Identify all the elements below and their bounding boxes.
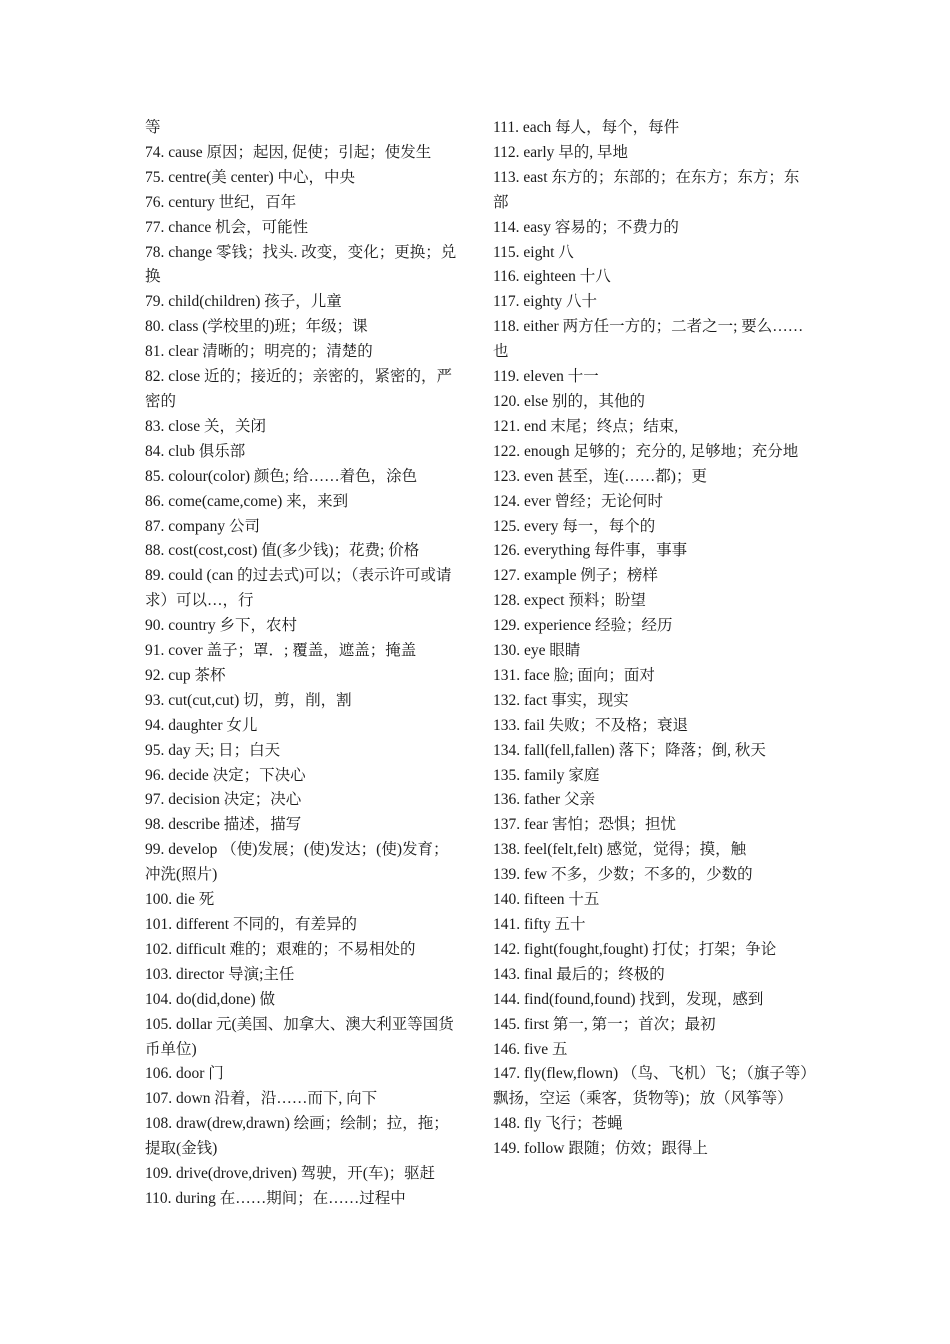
vocabulary-entry: 96. decide 决定；下决心 xyxy=(145,766,306,784)
vocabulary-entry: 140. fifteen 十五 xyxy=(493,891,600,909)
vocabulary-entry: 79. child(children) 孩子，儿童 xyxy=(145,293,342,311)
vocabulary-entry: 131. face 脸; 面向；面对 xyxy=(493,666,655,684)
vocabulary-entry: 76. century 世纪，百年 xyxy=(145,193,297,211)
vocabulary-entry: 97. decision 决定；决心 xyxy=(145,791,302,809)
vocabulary-entry: 106. door 门 xyxy=(145,1065,224,1083)
vocabulary-entry: 143. final 最后的；终极的 xyxy=(493,965,665,983)
vocabulary-entry: 110. during 在……期间；在……过程中 xyxy=(145,1189,406,1207)
vocabulary-entry: 112. early 早的, 早地 xyxy=(493,143,629,161)
vocabulary-entry: 109. drive(drove,driven) 驾驶，开(车)；驱赶 xyxy=(145,1165,436,1183)
vocabulary-entry: 134. fall(fell,fallen) 落下；降落；倒, 秋天 xyxy=(493,741,766,759)
vocabulary-entry: 103. director 导演;主任 xyxy=(145,965,295,983)
vocabulary-entry: 99. develop （使)发展；(使)发达；(使)发育；冲洗(照片) xyxy=(145,841,449,884)
vocabulary-entry: 74. cause 原因；起因, 促使；引起；使发生 xyxy=(145,143,432,161)
vocabulary-entry: 86. come(came,come) 来，来到 xyxy=(145,492,349,510)
vocabulary-entry: 146. five 五 xyxy=(493,1040,568,1058)
vocabulary-entry: 102. difficult 难的；艰难的；不易相处的 xyxy=(145,940,416,958)
vocabulary-entry: 119. eleven 十一 xyxy=(493,368,599,386)
vocabulary-entry: 120. else 别的，其他的 xyxy=(493,392,645,410)
vocabulary-entry: 149. follow 跟随；仿效；跟得上 xyxy=(493,1140,708,1158)
vocabulary-entry: 147. fly(flew,flown) （鸟、飞机）飞；（旗子等）飘扬，空运（乘客，货物等)；放（风筝等） xyxy=(493,1065,808,1108)
vocabulary-entry: 121. end 末尾；终点；结束, xyxy=(493,417,679,435)
vocabulary-entry: 84. club 俱乐部 xyxy=(145,442,246,460)
vocabulary-entry: 107. down 沿着，沿……而下, 向下 xyxy=(145,1090,378,1108)
vocabulary-entry: 123. even 甚至，连(……都)；更 xyxy=(493,467,707,485)
vocabulary-entry: 98. describe 描述，描写 xyxy=(145,816,302,834)
vocabulary-entry: 75. centre(美 center) 中心，中央 xyxy=(145,168,356,186)
vocabulary-entry: 122. enough 足够的；充分的, 足够地；充分地 xyxy=(493,442,799,460)
vocabulary-entry: 104. do(did,done) 做 xyxy=(145,990,276,1008)
vocabulary-entry: 83. close 关，关闭 xyxy=(145,417,266,435)
vocabulary-entry: 89. could (can 的过去式)可以；（表示许可或请求）可以…，行 xyxy=(145,567,452,610)
vocabulary-entry: 128. expect 预料；盼望 xyxy=(493,592,646,610)
vocabulary-entry: 80. class (学校里的)班；年级；课 xyxy=(145,318,368,336)
vocabulary-entry: 117. eighty 八十 xyxy=(493,293,598,311)
vocabulary-entry: 90. country 乡下，农村 xyxy=(145,617,297,635)
vocabulary-entry: 142. fight(fought,fought) 打仗；打架；争论 xyxy=(493,940,777,958)
vocabulary-entry: 137. fear 害怕；恐惧；担忧 xyxy=(493,816,676,834)
vocabulary-entry: 81. clear 清晰的；明亮的；清楚的 xyxy=(145,343,373,361)
vocabulary-column-left xyxy=(145,116,463,1212)
vocabulary-entry: 139. few 不多，少数；不多的，少数的 xyxy=(493,866,753,884)
vocabulary-entry: 116. eighteen 十八 xyxy=(493,268,611,286)
vocabulary-entry: 93. cut(cut,cut) 切，剪，削，割 xyxy=(145,691,352,709)
vocabulary-entry: 101. different 不同的，有差异的 xyxy=(145,916,357,933)
vocabulary-entry: 145. first 第一, 第一；首次；最初 xyxy=(493,1015,716,1033)
vocabulary-entry: 148. fly 飞行；苍蝇 xyxy=(493,1115,623,1133)
vocabulary-entry: 87. company 公司 xyxy=(145,517,260,535)
vocabulary-entry: 113. east 东方的；东部的；在东方；东方；东部 xyxy=(493,168,800,211)
vocabulary-entry: 132. fact 事实，现实 xyxy=(493,691,629,709)
vocabulary-entry: 144. find(found,found) 找到，发现，感到 xyxy=(493,990,764,1008)
vocabulary-column-right xyxy=(493,116,811,1162)
vocabulary-entry: 135. family 家庭 xyxy=(493,766,600,784)
vocabulary-entry: 等 xyxy=(145,119,161,136)
vocabulary-entry: 124. ever 曾经；无论何时 xyxy=(493,492,664,510)
vocabulary-entry: 108. draw(drew,drawn) 绘画；绘制；拉，拖；提取(金钱) xyxy=(145,1115,449,1158)
vocabulary-entry: 118. either 两方任一方的；二者之一; 要么……也 xyxy=(493,318,804,361)
vocabulary-entry: 95. day 天; 日；白天 xyxy=(145,741,281,759)
vocabulary-entry: 85. colour(color) 颜色; 给……着色，涂色 xyxy=(145,467,418,485)
vocabulary-entry: 125. every 每一，每个的 xyxy=(493,517,656,535)
vocabulary-entry: 105. dollar 元(美国、加拿大、澳大利亚等国货币单位) xyxy=(145,1015,454,1058)
vocabulary-entry: 126. everything 每件事，事事 xyxy=(493,542,688,560)
vocabulary-entry: 127. example 例子；榜样 xyxy=(493,567,658,585)
vocabulary-entry: 92. cup 茶杯 xyxy=(145,666,226,684)
vocabulary-entry: 88. cost(cost,cost) 值(多少钱)；花费; 价格 xyxy=(145,542,420,560)
vocabulary-entry: 100. die 死 xyxy=(145,891,215,909)
vocabulary-entry: 82. close 近的；接近的；亲密的，紧密的，严密的 xyxy=(145,368,452,410)
vocabulary-entry: 94. daughter 女儿 xyxy=(145,716,258,734)
vocabulary-entry: 114. easy 容易的；不费力的 xyxy=(493,218,679,236)
vocabulary-entry: 130. eye 眼睛 xyxy=(493,642,581,660)
vocabulary-entry: 115. eight 八 xyxy=(493,243,574,261)
vocabulary-entry: 91. cover 盖子；罩．; 覆盖，遮盖；掩盖 xyxy=(145,642,417,660)
vocabulary-entry: 141. fifty 五十 xyxy=(493,916,586,933)
vocabulary-entry: 133. fail 失败；不及格；衰退 xyxy=(493,716,689,734)
vocabulary-entry: 77. chance 机会，可能性 xyxy=(145,218,309,236)
vocabulary-entry: 138. feel(felt,felt) 感觉，觉得；摸，触 xyxy=(493,841,747,859)
vocabulary-entry: 78. change 零钱；找头. 改变，变化；更换；兑换 xyxy=(145,243,457,286)
vocabulary-entry: 136. father 父亲 xyxy=(493,791,596,809)
vocabulary-entry: 129. experience 经验；经历 xyxy=(493,617,673,635)
vocabulary-entry: 111. each 每人，每个，每件 xyxy=(493,119,680,136)
